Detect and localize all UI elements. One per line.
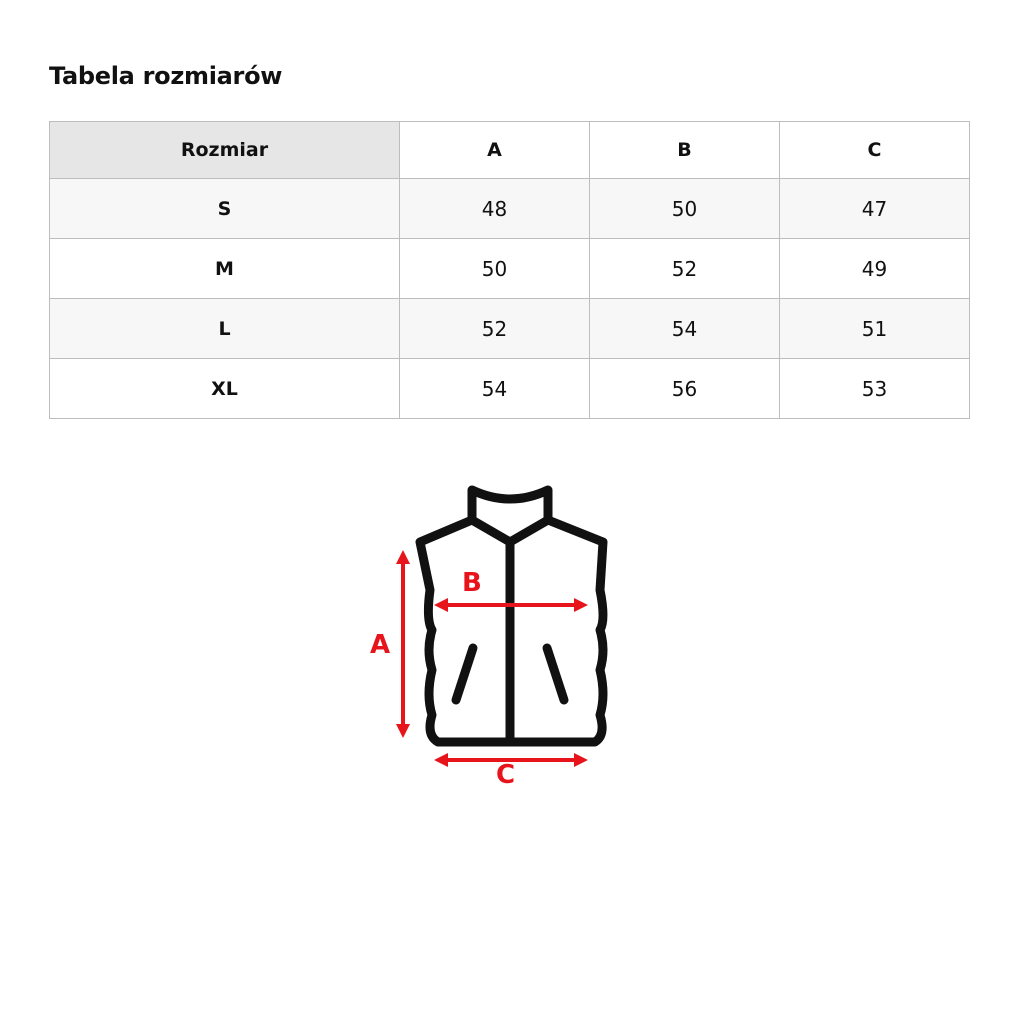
column-header-size: Rozmiar — [50, 122, 400, 179]
page-title: Tabela rozmiarów — [49, 62, 283, 90]
value-cell-b: 52 — [590, 239, 780, 299]
value-cell-c: 51 — [780, 299, 970, 359]
column-header-b: B — [590, 122, 780, 179]
size-cell: L — [50, 299, 400, 359]
vest-icon — [360, 480, 620, 790]
size-cell: M — [50, 239, 400, 299]
table-header-row — [50, 122, 970, 179]
value-cell-a: 54 — [400, 359, 590, 419]
vest-diagram — [360, 480, 620, 790]
column-header-c: C — [780, 122, 970, 179]
value-cell-b: 50 — [590, 179, 780, 239]
table-row — [50, 239, 970, 299]
size-cell: XL — [50, 359, 400, 419]
table-row — [50, 299, 970, 359]
value-cell-b: 54 — [590, 299, 780, 359]
column-header-a: A — [400, 122, 590, 179]
value-cell-a: 50 — [400, 239, 590, 299]
table-row — [50, 179, 970, 239]
value-cell-c: 47 — [780, 179, 970, 239]
value-cell-a: 48 — [400, 179, 590, 239]
value-cell-a: 52 — [400, 299, 590, 359]
dimension-label-a: A — [370, 630, 391, 660]
table-row — [50, 359, 970, 419]
size-table — [49, 121, 970, 419]
value-cell-c: 53 — [780, 359, 970, 419]
value-cell-c: 49 — [780, 239, 970, 299]
dimension-label-c: C — [496, 760, 516, 790]
dimension-label-b: B — [462, 568, 482, 598]
size-cell: S — [50, 179, 400, 239]
value-cell-b: 56 — [590, 359, 780, 419]
